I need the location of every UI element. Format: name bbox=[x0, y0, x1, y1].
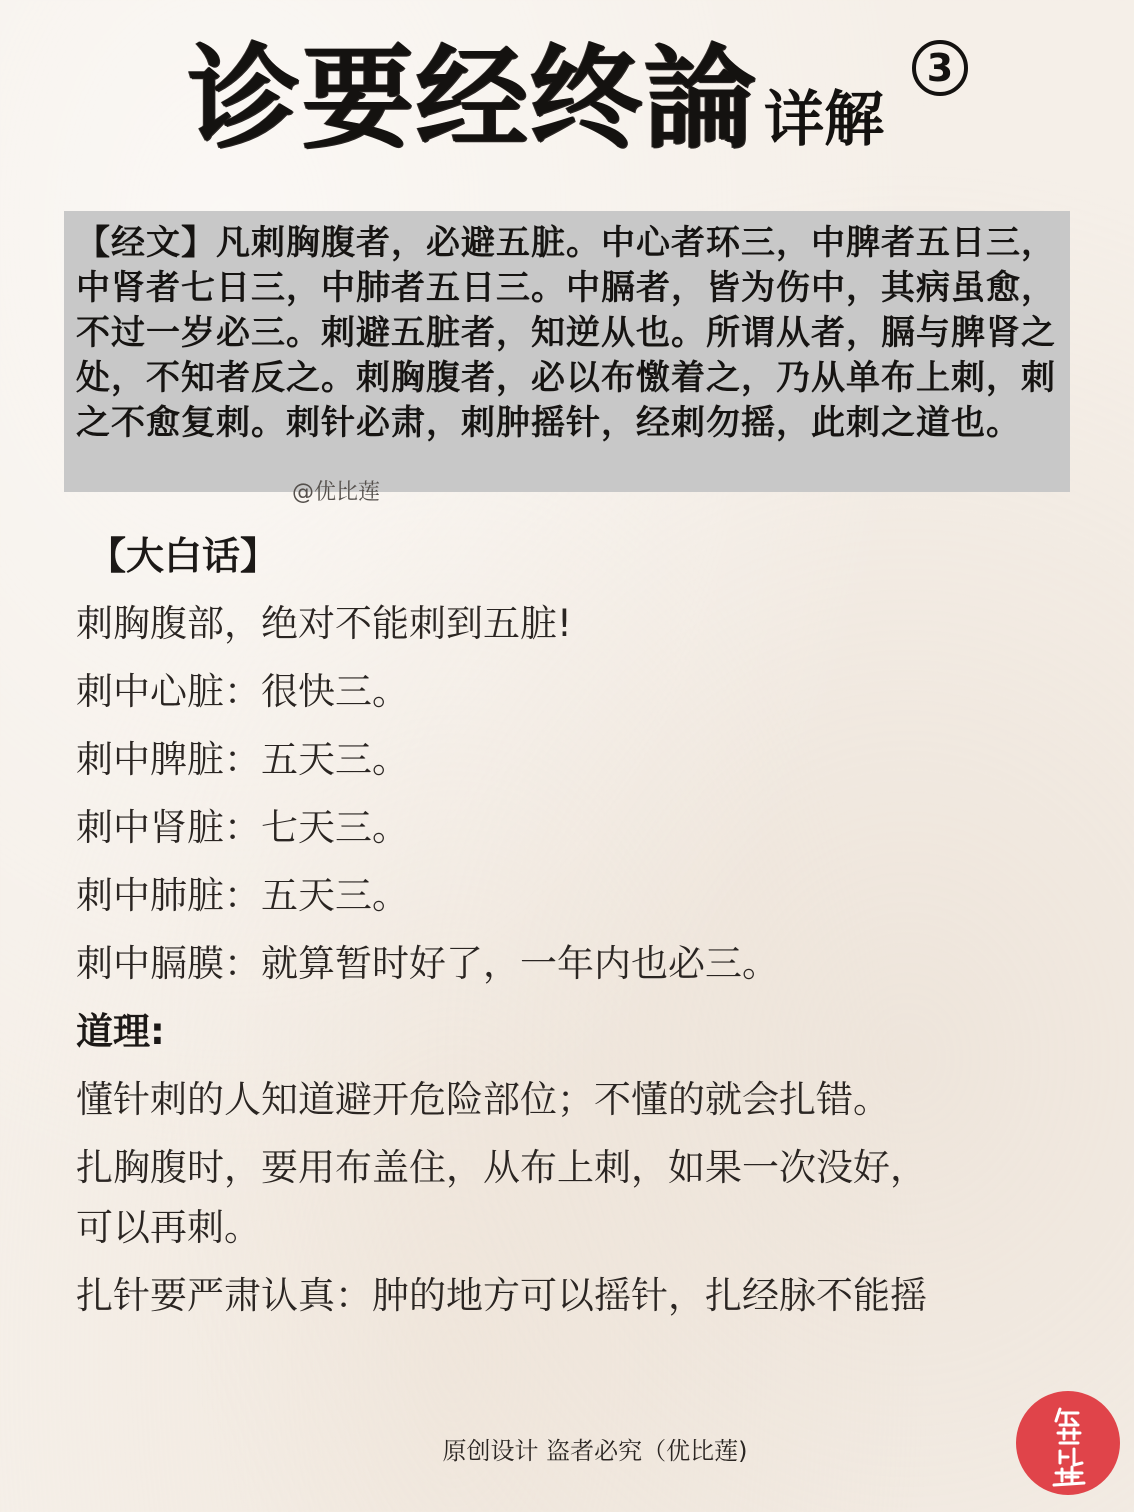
title-main: 诊要经终論 bbox=[188, 33, 758, 164]
plain-line: 可以再刺。 bbox=[76, 1206, 261, 1249]
plain-line: 懂针刺的人知道避开危险部位；不懂的就会扎错。 bbox=[76, 1078, 890, 1121]
page-title bbox=[0, 28, 1134, 178]
author-seal-icon bbox=[1016, 1391, 1120, 1495]
plain-line: 扎胸腹时，要用布盖住，从布上刺，如果一次没好， bbox=[76, 1146, 927, 1189]
copyright-footer: 原创设计 盗者必究（优比莲) bbox=[442, 1437, 748, 1465]
reason-heading: 道理: bbox=[76, 1010, 165, 1053]
title-number-badge: 3 bbox=[912, 40, 968, 96]
plain-line: 刺中脾脏：五天三。 bbox=[76, 738, 409, 781]
plain-line: 扎针要严肃认真：肿的地方可以摇针，扎经脉不能摇 bbox=[76, 1274, 927, 1317]
watermark: @优比莲 bbox=[292, 480, 381, 505]
plain-line: 刺中肺脏：五天三。 bbox=[76, 874, 409, 917]
plain-line: 刺中膈膜：就算暂时好了，一年内也必三。 bbox=[76, 942, 779, 985]
classic-text: 【经文】凡刺胸腹者，必避五脏。中心者环三，中脾者五日三，中肾者七日三，中肺者五日三。中膈者，皆为伤中，其病虽愈，不过一岁必三。刺避五脏者，知逆从也。所谓从者，膈与脾肾之处，不知者反之。刺胸腹者，必以布憿着之，乃从单布上刺，刺之不愈复刺。刺针必肃，刺肿摇针，经刺勿摇，此刺之道也。 bbox=[76, 223, 1056, 443]
title-sub: 详解 bbox=[764, 85, 884, 155]
seal-glyph-icon bbox=[1016, 1391, 1120, 1495]
plain-heading: 【大白话】 bbox=[88, 534, 279, 578]
classic-text-box bbox=[64, 211, 1070, 492]
plain-line: 刺中心脏：很快三。 bbox=[76, 670, 409, 713]
plain-line: 刺中肾脏：七天三。 bbox=[76, 806, 409, 849]
plain-line: 刺胸腹部，绝对不能刺到五脏! bbox=[76, 602, 572, 645]
